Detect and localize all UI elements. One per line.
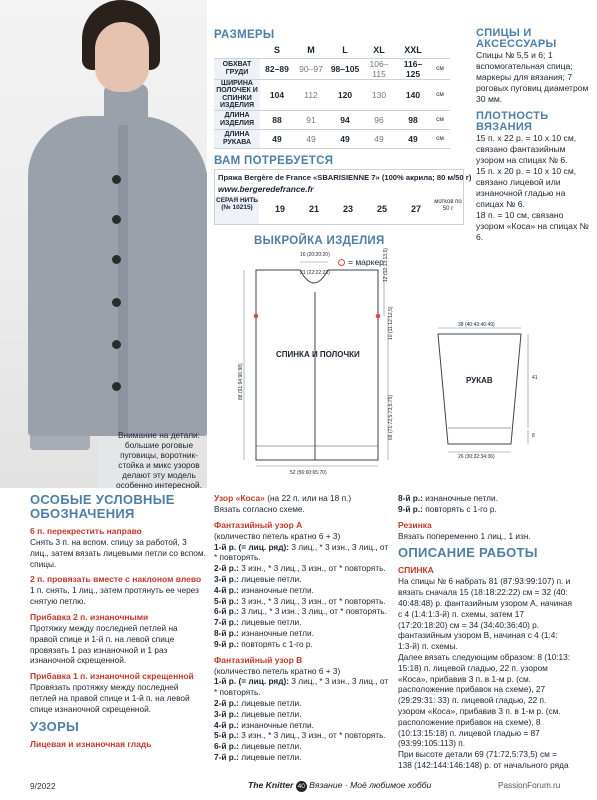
pattern-row [214, 709, 390, 720]
back-text: На спицы № 6 набрать 81 (87:93:99:107) п. и вязать сначала 15 (18:18:22:22) см = 32 (40: 40:48:48) р. фантазийным узором А, начиная с 4 (1:4:1:3-й) п. схемы, затем 17 (17:20:18:20) см = 34 (34:40:36:40) р. фантазийным узором В, начиная с 4 (1:4: 1:3-й) п. схемы. [398, 576, 572, 652]
yarn-amount: 23 [342, 204, 353, 214]
row-label: ДЛИНА ИЗДЕЛИЯ [214, 110, 260, 129]
sizes-header-row [214, 43, 450, 58]
unit-cell: см [436, 116, 444, 123]
symbol-heading: 6 п. перекрестить направо [30, 526, 142, 536]
size-header: XXL [404, 45, 422, 56]
marker-label: = маркер [348, 257, 384, 267]
table-cell: 90–97 [299, 63, 323, 74]
row-instruction: лицевые петли. [238, 741, 302, 752]
row-instruction: лицевые петли. [238, 617, 302, 628]
row-instruction: лицевые петли. [238, 708, 302, 719]
symbol-heading: Прибавка 1 п. изнаночной скрещенной [30, 671, 194, 682]
row-label: ДЛИНА РУКАВА [214, 129, 260, 148]
rib-text: Вязать попеременно 1 лиц., 1 изн. [398, 530, 531, 541]
row-instruction: лицевые петли. [238, 573, 302, 584]
table-cell: 49 [306, 133, 316, 144]
work-title: ОПИСАНИЕ РАБОТЫ [398, 545, 538, 561]
unit-cell: см [436, 65, 444, 72]
dim-label: 12 (12:13:13,5) [383, 248, 389, 282]
row-number: 8-й р.: [398, 493, 423, 503]
patterns-subtitle: Лицевая и изнаночная гладь [30, 738, 152, 749]
pattern-row [214, 542, 390, 564]
symbol-text: Снять 3 п. на вспом. спицу за работой, 3 лиц., затем вязать лицевыми петли со вспом. спицы. [30, 537, 206, 569]
pattern-row [214, 698, 390, 709]
table-cell: 49 [272, 133, 282, 144]
table-cell: 91 [306, 114, 316, 125]
row-number: 5-й р.: [214, 595, 239, 606]
symbols-title: ОСОБЫЕ УСЛОВНЫЕ ОБОЗНАЧЕНИЯ [30, 492, 175, 521]
yarn-description: Пряжа Bergère de France «SBARISIENNE 7» (100% акрила; 80 м/50 г) [218, 173, 472, 182]
page-number: 40 [297, 783, 305, 790]
marker-point [254, 314, 259, 319]
size-header: L [342, 45, 348, 56]
row-number: 9-й р.: [214, 638, 239, 649]
pattern-row [214, 730, 390, 741]
right-column [476, 28, 591, 243]
gauge-text: 15 п. х 22 р. = 10 х 10 см, связано фантазийным узором на спицах № 6. [476, 133, 577, 165]
coat-button [112, 175, 121, 184]
table-row [214, 58, 450, 79]
table-cell: 140 [405, 89, 421, 100]
row-instruction: изнаночные петли. [238, 719, 314, 730]
symbol-heading: 2 п. провязать вместе с наклоном влево [30, 574, 202, 585]
row-number: 7-й р.: [214, 617, 239, 628]
table-cell: 116–125 [403, 58, 423, 79]
coat-button [112, 340, 121, 349]
table-cell: 104 [269, 89, 285, 100]
dim-label: 38 (40:43:46:49) [458, 322, 495, 328]
photo-caption: Внимание на детали: большие роговые пуговицы, воротник-стойка и микс узоров делают эту модель особенно интересной. [116, 430, 202, 490]
pattern-row [214, 585, 390, 596]
unit-cell: см [436, 91, 444, 98]
sleeve-label: РУКАВ [466, 376, 493, 385]
row-number: 9-й р.: [398, 503, 423, 514]
yarn-box [214, 169, 472, 225]
table-cell: 106–115 [369, 58, 389, 79]
pattern-b-rows [214, 676, 390, 762]
row-instruction: изнаночные петли. [238, 627, 314, 638]
table-cell: 98 [408, 114, 418, 125]
gauge-text: 18 п. = 10 см, связано узором «Коса» на спицах № 6. [476, 210, 589, 242]
symbol-text: Провязать протяжку между последней петлей на правой спице и 1-й п. на левой спице изнаночной скрещенной. [30, 682, 190, 714]
table-cell: 49 [374, 133, 384, 144]
yarn-amount: 27 [410, 204, 421, 214]
magazine-name: The Knitter [248, 780, 294, 790]
table-cell: 112 [304, 89, 318, 100]
table-row [214, 79, 450, 110]
issue-number: 9/2022 [30, 781, 56, 791]
instructions-section [0, 493, 597, 800]
size-header: S [273, 45, 280, 56]
pattern-row [214, 574, 390, 585]
table-cell: 49 [408, 133, 418, 144]
pattern-row [214, 676, 390, 698]
table-cell: 98–105 [330, 63, 360, 74]
materials-title: ВАМ ПОТРЕБУЕТСЯ [214, 155, 334, 167]
row-instruction: 3 лиц., * 3 изн., 3 лиц., от * повторять. [238, 606, 387, 617]
sleeve-outline [438, 334, 521, 444]
row-number: 8-й р.: [214, 627, 239, 638]
row-instruction: 3 изн., * 3 лиц., 3 изн., от * повторять. [238, 563, 386, 574]
row-number: 2-й р.: [214, 563, 239, 574]
kosa-text: Вязать согласно схеме. [214, 504, 305, 514]
kosa-title: Узор «Коса» [214, 493, 265, 503]
model-photo [0, 0, 207, 488]
tools-text: Спицы № 5,5 и 6; 1 вспомогательная спица; маркеры для вязания; 7 роговых пуговиц диаметром 30 мм. [476, 50, 589, 104]
footer-magazine [248, 780, 431, 792]
pattern-a-heading: Фантазийный узор А [214, 519, 303, 530]
pattern-b-rows-cont [398, 493, 573, 515]
patterns-column [214, 493, 390, 763]
dim-label: 69 (71:72,5:73,5:75) [388, 394, 394, 440]
row-number: 6-й р.: [214, 606, 239, 617]
symbol-text: Протяжку между последней петлей на правой спице и 1-й п. на левой спице провязать 1 раз изнаночной и 1 раз изнаночной скрещенной. [30, 622, 178, 666]
pattern-b-heading: Фантазийный узор В [214, 654, 303, 665]
symbol-text: 1 п. снять, 1 лиц., затем протянуть ее через снятую петлю. [30, 585, 199, 607]
row-label: ОБХВАТ ГРУДИ [214, 58, 260, 79]
symbols-column [30, 493, 206, 750]
symbol-heading: Прибавка 2 п. изнаночными [30, 611, 149, 622]
row-instruction: 3 изн., * 3 лиц., 3 изн., от * повторять. [238, 730, 386, 741]
row-instruction: повторять с 1-го р. [422, 503, 497, 514]
kosa-heading [214, 493, 390, 504]
coat-button [112, 215, 121, 224]
table-cell: 88 [272, 114, 282, 125]
row-number: 5-й р.: [214, 730, 239, 741]
gauge-title: ПЛОТНОСТЬ ВЯЗАНИЯ [476, 110, 549, 133]
dim-label: 16 (20:20:20) [300, 252, 330, 258]
row-instruction: лицевые петли. [238, 751, 302, 762]
back-text: Далее вязать следующим образом: 8 (10:13: 15:18) п. лицевой гладью, 22 п. узором «Коса», прибавив 3 п. в 1-м р. (см. расположение прибавок на схеме), 27 (29:29:31: 33) п. лицевой гладью, 22 п. узором «Коса», прибавив 3 п. в 1-м р. (см. расположение прибавок на схеме), 8 (10:13:15:18) п. лицевой гладью = 87 (93:99:105:113) п. [398, 651, 571, 749]
dim-label: 21 (22:22:23) [300, 270, 330, 276]
sizes-title: РАЗМЕРЫ [214, 29, 275, 41]
dim-label: 88 (91:94:96:98) [238, 363, 244, 400]
kosa-note: (на 22 п. или на 18 п.) [264, 493, 352, 503]
table-row [214, 110, 450, 129]
work-column [398, 493, 573, 771]
table-cell: 94 [340, 114, 350, 125]
row-instruction: лицевые петли. [238, 697, 302, 708]
yarn-amount: 25 [376, 204, 387, 214]
coat-button [112, 255, 121, 264]
yarn-amount: 21 [308, 204, 319, 214]
row-instruction: 3 лиц., * 3 изн., 3 лиц., от * повторять. [214, 676, 389, 698]
size-header: XL [373, 45, 385, 56]
dim-label: 52 (56:60:65:70) [290, 470, 327, 476]
yarn-color-label: СЕРАЯ НИТЬ (№ 10215) [215, 196, 259, 224]
pattern-row [214, 617, 390, 628]
unit-cell: см [436, 135, 444, 142]
dim-label: 41 [532, 375, 538, 381]
row-number: 1-й р. (= лиц. ряд): [214, 541, 290, 552]
table-cell: 82–89 [265, 63, 289, 74]
row-instruction: 3 изн., * 3 лиц., 3 изн., от * повторять. [238, 595, 386, 606]
table-cell: 130 [371, 89, 387, 100]
pattern-row [214, 596, 390, 607]
row-number: 4-й р.: [214, 584, 239, 595]
gauge-text: 15 п. х 20 р. = 10 х 10 см, связано лицевой или изнаночной гладью на спицах № 6. [476, 166, 577, 209]
yarn-link[interactable]: www.bergeredefrance.fr [218, 184, 314, 194]
model-face [95, 22, 149, 92]
pattern-a-rows [214, 542, 390, 650]
body-label: СПИНКА И ПОЛОЧКИ [276, 350, 360, 359]
tools-title: СПИЦЫ И АКСЕССУАРЫ [476, 27, 557, 50]
patterns-title: УЗОРЫ [30, 718, 80, 734]
yarn-amount: 19 [274, 204, 285, 214]
row-instruction: повторять с 1-го р. [238, 638, 313, 649]
dim-label: 8 [532, 433, 535, 439]
dim-label: 26 (30:32:34:36) [458, 454, 495, 460]
marker-point [376, 314, 381, 319]
sizes-table [214, 43, 450, 149]
table-cell: 120 [337, 89, 353, 100]
pattern-schema [230, 248, 530, 468]
table-cell: 49 [340, 133, 350, 144]
magazine-tagline: Вязание · Моё любимое хобби [309, 780, 432, 790]
pattern-title: ВЫКРОЙКА ИЗДЕЛИЯ [254, 235, 385, 247]
pattern-row [214, 752, 390, 763]
row-number: 3-й р.: [214, 708, 239, 719]
pattern-b-sub: (количество петель кратно 6 + 3) [214, 665, 341, 676]
row-number: 2-й р.: [214, 697, 239, 708]
pattern-row [214, 741, 390, 752]
pattern-row [214, 563, 390, 574]
row-instruction: 3 лиц., * 3 изн., 3 лиц., от * повторять. [214, 541, 389, 563]
site-watermark: PassionForum.ru [498, 781, 561, 790]
row-number: 4-й р.: [214, 719, 239, 730]
row-number: 6-й р.: [214, 741, 239, 752]
row-label: ШИРИНА ПОЛОЧЕК И СПИНКИ ИЗДЕЛИЯ [214, 79, 260, 110]
size-header: M [307, 45, 315, 56]
row-number: 7-й р.: [214, 751, 239, 762]
coat-button [112, 298, 121, 307]
table-row [214, 129, 450, 148]
table-cell: 96 [374, 114, 384, 125]
pattern-row [214, 639, 390, 650]
row-number: 1-й р. (= лиц. ряд): [214, 676, 290, 687]
back-heading: СПИНКА [398, 565, 434, 576]
yarn-unit: мотков по 50 г [434, 199, 462, 212]
pattern-row [214, 606, 390, 617]
pattern-row [214, 720, 390, 731]
row-instruction: изнаночные петли. [238, 584, 314, 595]
pattern-row [214, 628, 390, 639]
back-text: При высоте детали 69 (71:72,5:73,5) см = 138 (142:144:146:148) р. от начального ряда [398, 749, 569, 770]
pattern-row [398, 493, 573, 504]
rib-heading: Резинка [398, 519, 432, 530]
dim-label: 10 (11:12:12,5) [388, 306, 394, 340]
coat-button [112, 382, 121, 391]
row-instruction: изнаночные петли. [422, 493, 498, 503]
body-outline [256, 270, 378, 460]
row-number: 3-й р.: [214, 573, 239, 584]
pattern-a-sub: (количество петель кратно 6 + 3) [214, 530, 341, 541]
pattern-row [398, 504, 573, 515]
